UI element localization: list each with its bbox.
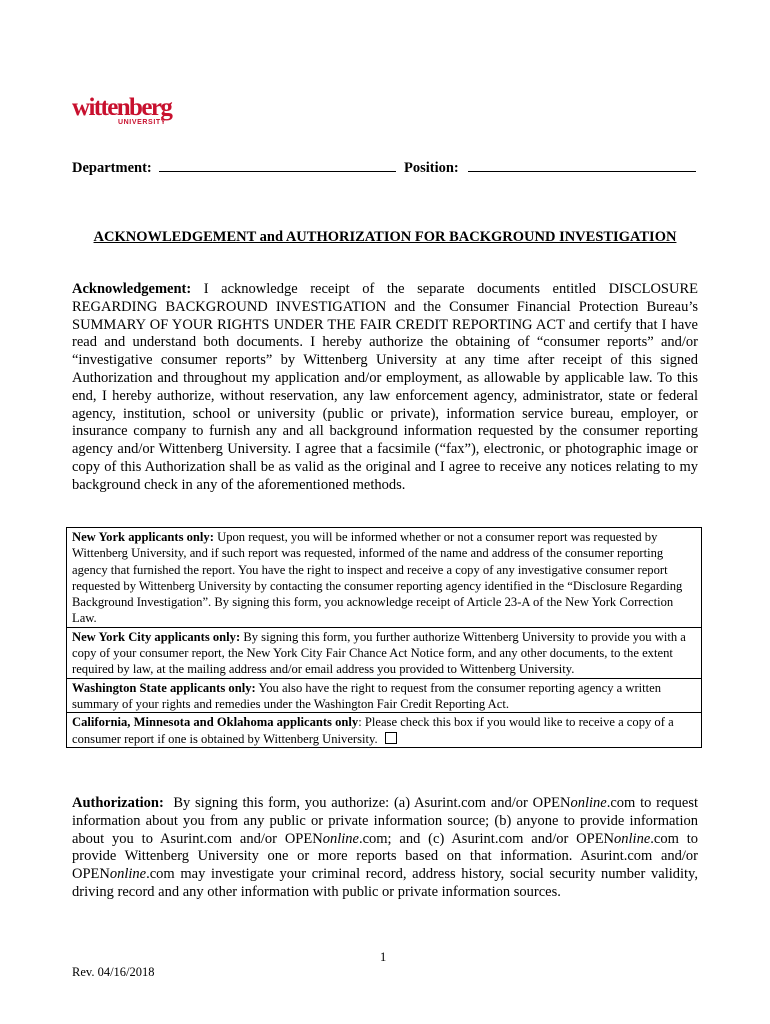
notice-heading: New York City applicants only:	[72, 629, 241, 644]
page-title: ACKNOWLEDGEMENT and AUTHORIZATION FOR BACKGROUND INVESTIGATION	[93, 229, 677, 245]
authorization-text: .com may investigate your criminal record, address history, social security number validity, driving record and any other information with public or private information sources.	[72, 866, 698, 900]
authorization-text: .com; and (c) Asurint.com and/or OPEN	[358, 830, 615, 847]
notice-text: By signing this form, you further authorize Wittenberg University to provide you with a copy of your consumer report, the New York City Fair Chance Act Notice form, and any other documents, to the extent required by law, at the mailing address and/or email address you provided to Wittenberg University.	[72, 629, 686, 677]
logo-wordmark: wittenberg	[72, 95, 172, 121]
acknowledgement-heading: Acknowledgement:	[72, 281, 192, 297]
notice-heading: California, Minnesota and Oklahoma applicants only	[72, 715, 359, 730]
notice-california	[67, 713, 701, 747]
copy-request-checkbox[interactable]	[385, 732, 397, 744]
page-number: 1	[380, 950, 387, 964]
notice-heading: New York applicants only:	[72, 530, 214, 544]
authorization-text: By signing this form, you authorize: (a) Asurint.com and/or OPEN	[173, 795, 571, 811]
wittenberg-logo	[72, 95, 182, 127]
authorization-section	[72, 795, 698, 902]
acknowledgement-text: I acknowledge receipt of the separate documents entitled DISCLOSURE REGARDING BACKGROUND INVESTIGATION and the Consumer Financial Protection Bureau’s SUMMARY OF YOUR RIGHTS UNDER THE FAIR CREDIT REPORTING ACT and certify that I have read and understand both documents. I hereby authorize the obtaining of “consumer reports” and/or “investigative consumer reports” by Wittenberg University at any time after receipt of this signed Authorization and throughout my application and/or employment, as allowable by applicable law. To this end, I hereby authorize, without reservation, any law enforcement agency, administrator, state or federal agency, institution, school or university (public or private), information service bureau, employer, or insurance company to furnish any and all background information requested by the consumer reporting agency and/or Wittenberg University. I agree that a facsimile (“fax”), electronic, or photographic image or copy of this Authorization shall be as valid as the original and I agree to receive any notices relating to my background check in any of the aforementioned methods.	[72, 281, 698, 493]
authorization-italic: online	[109, 866, 147, 883]
state-notices-box	[66, 527, 702, 748]
notice-heading: Washington State applicants only:	[72, 680, 256, 695]
notice-text: You also have the right to request from the consumer reporting agency a written summary of your rights and remedies under the Washington Fair Credit Reporting Act.	[72, 680, 662, 711]
acknowledgement-section	[72, 281, 698, 495]
notice-washington	[67, 679, 701, 714]
position-field[interactable]	[468, 157, 696, 172]
authorization-italic: online	[322, 830, 359, 847]
department-field[interactable]	[159, 157, 396, 172]
revision-date: Rev. 04/16/2018	[72, 965, 155, 979]
department-label: Department:	[72, 160, 152, 176]
authorization-text: .com to request information about you from any public or private information source; (b) anyone to provide information about you to Asurint.com and/or OPEN	[72, 795, 698, 847]
authorization-text: .com to provide Wittenberg University one or more reports based on that information. Asurint.com and/or OPEN	[72, 830, 698, 883]
notice-text: Upon request, you will be informed whether or not a consumer report was requested by Wittenberg University, and if such report was requested, informed of the name and address of the consumer reporting agency that furnished the report. You have the right to inspect and receive a copy of any investigative consumer report requested by Wittenberg University by contacting the consumer reporting agency identified in the “Disclosure Regarding Background Investigation”. By signing this form, you acknowledge receipt of Article 23-A of the New York Correction Law.	[72, 530, 683, 626]
notice-text: : Please check this box if you would like to receive a copy of a consumer report if one is obtained by Wittenberg University.	[72, 715, 674, 746]
notice-new-york-city	[67, 628, 701, 679]
authorization-heading: Authorization:	[72, 795, 164, 811]
notice-new-york	[67, 528, 701, 628]
position-label: Position:	[403, 160, 459, 176]
header-fields	[72, 157, 696, 177]
authorization-italic: online	[614, 830, 651, 847]
logo-university: UNIVERSITY	[118, 119, 167, 126]
authorization-italic: online	[570, 795, 607, 811]
